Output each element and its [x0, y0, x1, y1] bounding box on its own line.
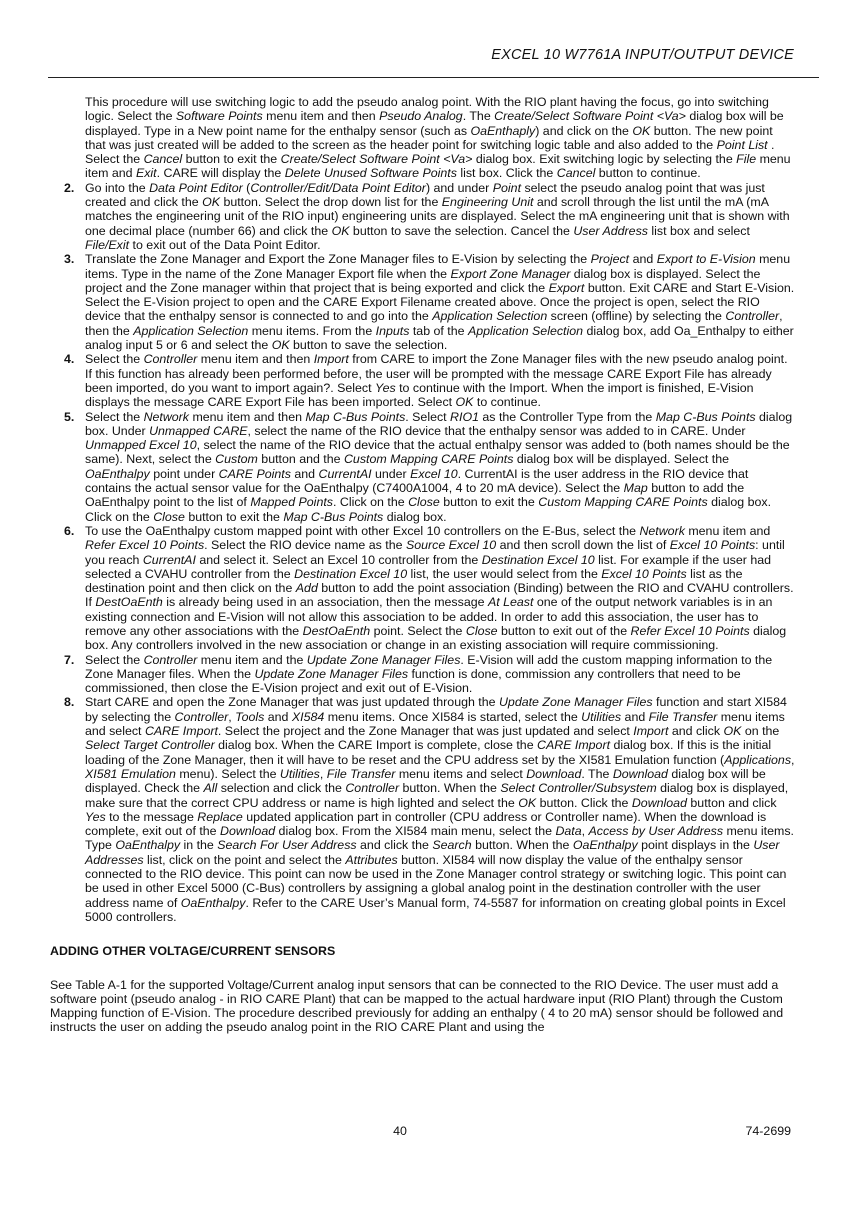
header-rule: [48, 77, 819, 78]
italic-term: Yes: [374, 380, 396, 395]
intro-paragraph: This procedure will use switching logic to add the pseudo analog point. With the RIO plant having the focus, go into switching logic. Select the Software Points menu item and then Pseudo Analog. The Create/Select Software Point <Va> dialog box will be displayed. Type in a New point name for the enthalpy sensor (such as OaEnthaply) and click on the OK button. The new point that was just created will be added to the screen as the header point for switching logic table and also added to the Point List . Select the Cancel button to exit the Create/Select Software Point <Va> dialog box. Exit switching logic by selecting the File menu item and Exit. CARE will display the Delete Unused Software Points list box. Click the Cancel button to continue.: [85, 95, 791, 181]
italic-term: Data Point Editor: [149, 180, 243, 195]
step-text: Translate the Zone Manager and Export the Zone Manager files to E-Vision by selecting the Project and Export to E-Vision menu items. Type in the name of the Zone Manager Export file when the Export Zone Manager dialog box is displayed. Select the project and the Zone manager within that project that is being exported and click the Export button. Exit CARE and Start E-Vision. Select the E-Vision project to open and the CARE Export Filename created above. Once the project is open, select the RIO device that the enthalpy sensor is connected to and go into the Application Selection screen (offline) by selecting the Controller, then the Application Selection menu items. From the Inputs tab of the Application Selection dialog box, add Oa_Enthalpy to either analog input 5 or 6 and select the OK button to save the selection.: [85, 252, 795, 353]
document-number: 74-2699: [745, 1124, 791, 1138]
italic-term: Mapped Points: [250, 495, 333, 510]
page-header-title: EXCEL 10 W7761A INPUT/OUTPUT DEVICE: [491, 47, 794, 63]
italic-term: XI584: [291, 709, 325, 724]
italic-term: Update Zone Manager Files: [306, 652, 461, 667]
italic-term: CurrentAI: [318, 466, 372, 481]
italic-term: Utilities: [279, 766, 320, 781]
italic-term: Map C-Bus Points: [655, 409, 756, 424]
italic-term: Controller: [174, 709, 229, 724]
section-heading: ADDING OTHER VOLTAGE/CURRENT SENSORS: [50, 944, 336, 959]
step-text: To use the OaEnthalpy custom mapped point with other Excel 10 controllers on the E-Bus, select the Network menu item and Refer Excel 10 Points. Select the RIO device name as the Source Excel 10 and then scroll down the list of Excel 10 Points: until you reach CurrentAI and select it. Select an Excel 10 controller from the Destination Excel 10 list. For example if the user had selected a CVAHU controller from the Destination Excel 10 list, the user would select from the Excel 10 Points list as the destination point and then click on the Add button to add the point association (Binding) between the RIO and CVAHU controllers. If DestOaEnth is already being used in an association, then the message At Least one of the output network variables is in an existing connection and E-Vision will not allow this association to be added. In order to add this association, the user has to remove any other associations with the DestOaEnth point. Select the Close button to exit out of the Refer Excel 10 Points dialog box. Any controllers involved in the new association or change in an existing association will require commissioning.: [85, 523, 794, 653]
italic-term: Cancel: [556, 166, 596, 181]
italic-term: Application Selection: [133, 323, 249, 338]
italic-term: Download: [612, 766, 668, 781]
italic-term: OaEnthalpy: [572, 838, 638, 853]
italic-term: Close: [408, 495, 440, 510]
italic-term: CARE Import: [144, 724, 218, 739]
italic-term: User Address: [573, 223, 648, 238]
italic-term: Pseudo Analog: [379, 109, 463, 124]
italic-term: Excel 10 Points: [669, 538, 756, 553]
step-text: Select the Network menu item and then Map C-Bus Points. Select RIO1 as the Controller Type from the Map C-Bus Points dialog box. Under Unmapped CARE, select the name of the RIO device that the enthalpy sensor was added to in CARE. Under Unmapped Excel 10, select the name of the RIO device that the actual enthalpy sensor was added to (both names should be the same). Next, select the Custom button and the Custom Mapping CARE Points dialog box will be displayed. Select the OaEnthalpy point under CARE Points and CurrentAI under Excel 10. CurrentAI is the user address in the RIO device that contains the actual sensor value for the OaEnthalpy (C7400A1004, 4 to 20 mA device). Select the Map button to add the OaEnthalpy point to the list of Mapped Points. Click on the Close button to exit the Custom Mapping CARE Points dialog box. Click on the Close button to exit the Map C-Bus Points dialog box.: [85, 409, 793, 524]
italic-term: Network: [143, 409, 190, 424]
italic-term: File/Exit: [85, 237, 130, 252]
italic-term: OK: [331, 223, 350, 238]
italic-term: Map: [623, 481, 648, 496]
italic-term: Point List: [716, 137, 768, 152]
italic-term: Access by User Address: [588, 824, 724, 839]
procedure-step: [50, 695, 795, 924]
italic-term: File: [736, 152, 757, 167]
italic-term: OK: [202, 195, 220, 210]
italic-term: File Transfer: [648, 709, 718, 724]
italic-term: Application Selection: [467, 323, 584, 338]
section-paragraph: See Table A-1 for the supported Voltage/Current analog input sensors that can be connected to the RIO Device. The user must add a software point (pseudo analog - in RIO CARE Plant) that can be mapped to the actual hardware input (RIO Plant) through the Custom Mapping function of E-Vision. The procedure described previously for adding an enthalpy ( 4 to 20 mA) sensor should be followed and instructs the user on adding the pseudo analog point in the RIO CARE Plant and using the: [50, 977, 784, 1035]
italic-term: Map C-Bus Points: [305, 409, 406, 424]
italic-term: OK: [632, 123, 651, 138]
step-number: 4.: [64, 352, 75, 367]
italic-term: Controller: [143, 352, 198, 367]
italic-term: Download: [631, 795, 687, 810]
italic-term: Controller: [143, 652, 198, 667]
italic-term: DestOaEnth: [95, 595, 163, 610]
procedure-step: [50, 524, 795, 653]
procedure-step: [50, 181, 795, 252]
italic-term: Controller/Edit/Data Point Editor: [250, 180, 426, 195]
italic-term: Select Controller/Subsystem: [500, 781, 657, 796]
italic-term: CARE Import: [537, 738, 611, 753]
italic-term: Yes: [85, 809, 106, 824]
italic-term: OaEnthalpy: [85, 466, 150, 481]
step-text: Go into the Data Point Editor (Controller/Edit/Data Point Editor) and under Point select the pseudo analog point that was just created and click the OK button. Select the drop down list for the Engineering Unit and scroll through the list until the mA (mA matches the engineering unit of the RIO input) engineering units are displayed. Select the mA engineering unit that is shown with one decimal place (number 66) and click the OK button to save the selection. Cancel the User Address list box and select File/Exit to exit out of the Data Point Editor.: [85, 180, 790, 252]
italic-term: Export to E-Vision: [656, 252, 756, 267]
italic-term: Search For User Address: [217, 838, 357, 853]
italic-term: Add: [295, 581, 318, 596]
italic-term: Unmapped CARE: [149, 423, 248, 438]
italic-term: Unmapped Excel 10: [85, 438, 197, 453]
italic-term: Map C-Bus Points: [283, 509, 384, 524]
page-number: 40: [393, 1124, 407, 1138]
italic-term: Create/Select Software Point <Va>: [494, 109, 686, 124]
italic-term: Attributes: [345, 852, 398, 867]
procedure-step: [50, 653, 795, 696]
step-number: 8.: [64, 695, 75, 710]
italic-term: OaEnthalpy: [180, 895, 246, 910]
italic-term: Excel 10 Points: [601, 566, 687, 581]
italic-term: Inputs: [375, 323, 410, 338]
italic-term: OaEnthalpy: [115, 838, 181, 853]
italic-term: Refer Excel 10 Points: [630, 623, 750, 638]
italic-term: Close: [153, 509, 185, 524]
italic-term: Data: [555, 824, 582, 839]
step-text: Select the Controller menu item and then Import from CARE to import the Zone Manager files with the new pseudo analog point. If this function has already been performed before, the user will be prompted with the message CARE Export File has already been imported, do you want to import again?. Select Yes to continue with the Import. When the import is finished, E-Vision displays the message CARE Export File has been imported. Select OK to continue.: [85, 352, 788, 410]
italic-term: OK: [455, 395, 474, 410]
italic-term: File Transfer: [326, 766, 396, 781]
italic-term: DestOaEnth: [302, 623, 371, 638]
italic-term: Software Points: [175, 109, 263, 124]
italic-term: Project: [590, 252, 630, 267]
italic-term: Search: [432, 838, 472, 853]
italic-term: OK: [723, 724, 742, 739]
step-number: 2.: [64, 180, 75, 195]
italic-term: Destination Excel 10: [294, 566, 408, 581]
procedure-step: [50, 252, 795, 352]
italic-term: Application Selection: [432, 309, 548, 324]
italic-term: Create/Select Software Point <Va>: [280, 152, 473, 167]
step-text: Select the Controller menu item and the Update Zone Manager Files. E-Vision will add the custom mapping information to the Zone Manager files. When the Update Zone Manager Files function is done, commission any controllers that need to be commissioned, then close the E-Vision project and exit out of E-Vision.: [85, 652, 773, 696]
italic-term: Custom Mapping CARE Points: [538, 495, 708, 510]
step-number: 7.: [64, 652, 75, 667]
italic-term: Utilities: [581, 709, 622, 724]
italic-term: Select Target Controller: [85, 738, 215, 753]
italic-term: Refer Excel 10 Points: [85, 538, 205, 553]
italic-term: Export Zone Manager: [450, 266, 571, 281]
procedure-step: [50, 410, 795, 524]
italic-term: CARE Points: [218, 466, 291, 481]
italic-term: Update Zone Manager Files: [498, 695, 653, 710]
italic-term: Point: [492, 180, 522, 195]
italic-term: Engineering Unit: [441, 195, 534, 210]
italic-term: Controller: [725, 309, 780, 324]
italic-term: All: [203, 781, 218, 796]
italic-term: Export: [548, 280, 585, 295]
italic-term: Close: [465, 623, 498, 638]
italic-term: Tools: [235, 709, 265, 724]
italic-term: Controller: [345, 781, 400, 796]
italic-term: Delete Unused Software Points: [284, 166, 457, 181]
italic-term: Excel 10: [410, 466, 458, 481]
italic-term: Custom Mapping CARE Points: [343, 452, 514, 467]
italic-term: Import: [313, 352, 349, 367]
italic-term: Download: [220, 824, 276, 839]
italic-term: User Addresses: [85, 838, 780, 867]
step-number: 5.: [64, 409, 75, 424]
italic-term: Destination Excel 10: [481, 552, 595, 567]
italic-term: Cancel: [143, 152, 183, 167]
italic-term: Download: [526, 766, 582, 781]
italic-term: OK: [518, 795, 537, 810]
italic-term: XI581 Emulation: [85, 766, 176, 781]
italic-term: OaEnthaply: [470, 123, 536, 138]
step-text: Start CARE and open the Zone Manager that was just updated through the Update Zone Manager Files function and start XI584 by selecting the Controller, Tools and XI584 menu items. Once XI584 is started, select the Utilities and File Transfer menu items and select CARE Import. Select the project and the Zone Manager that was just updated and select Import and click OK on the Select Target Controller dialog box. When the CARE Import is complete, close the CARE Import dialog box. If this is the initial loading of the Zone Manager, then it will have to be reset and the CPU address set by the XI581 Emulation function (Applications, XI581 Emulation menu). Select the Utilities, File Transfer menu items and select Download. The Download dialog box will be displayed. Check the All selection and click the Controller button. When the Select Controller/Subsystem dialog box is displayed, make sure that the correct CPU address or name is high lighted and select the OK button. Click the Download button and click Yes to the message Replace updated application part in controller (CPU address or Controller name). When the download is complete, exit out of the Download dialog box. From the XI584 main menu, select the Data, Access by User Address menu items. Type OaEnthalpy in the Search For User Address and click the Search button. When the OaEnthalpy point displays in the User Addresses list, click on the point and select the Attributes button. XI584 will now display the value of the enthalpy sensor connected to the RIO device. This point can now be used in the Zone Manager control strategy or switching logic. This point can be used in other Excel 5000 (C-Bus) controllers by assigning a global analog point in the destination controller with the user address name of OaEnthalpy. Refer to the CARE User’s Manual form, 74-5587 for information on creating global points in Excel 5000 controllers.: [85, 695, 795, 924]
italic-term: At Least: [487, 595, 534, 610]
step-number: 3.: [64, 252, 75, 267]
italic-term: Replace: [197, 809, 243, 824]
italic-term: Update Zone Manager Files: [254, 666, 409, 681]
italic-term: CurrentAI: [142, 552, 196, 567]
page-content: [50, 95, 795, 1035]
procedure-steps: [50, 181, 795, 924]
step-number: 6.: [64, 523, 75, 538]
italic-term: Source Excel 10: [405, 538, 497, 553]
italic-term: Applications: [724, 752, 792, 767]
italic-term: Import: [633, 724, 669, 739]
procedure-step: [50, 352, 795, 409]
italic-term: Exit: [135, 166, 157, 181]
italic-term: Network: [639, 523, 685, 538]
italic-term: RIO1: [450, 409, 479, 424]
italic-term: OK: [271, 338, 290, 353]
italic-term: Custom: [215, 452, 258, 467]
